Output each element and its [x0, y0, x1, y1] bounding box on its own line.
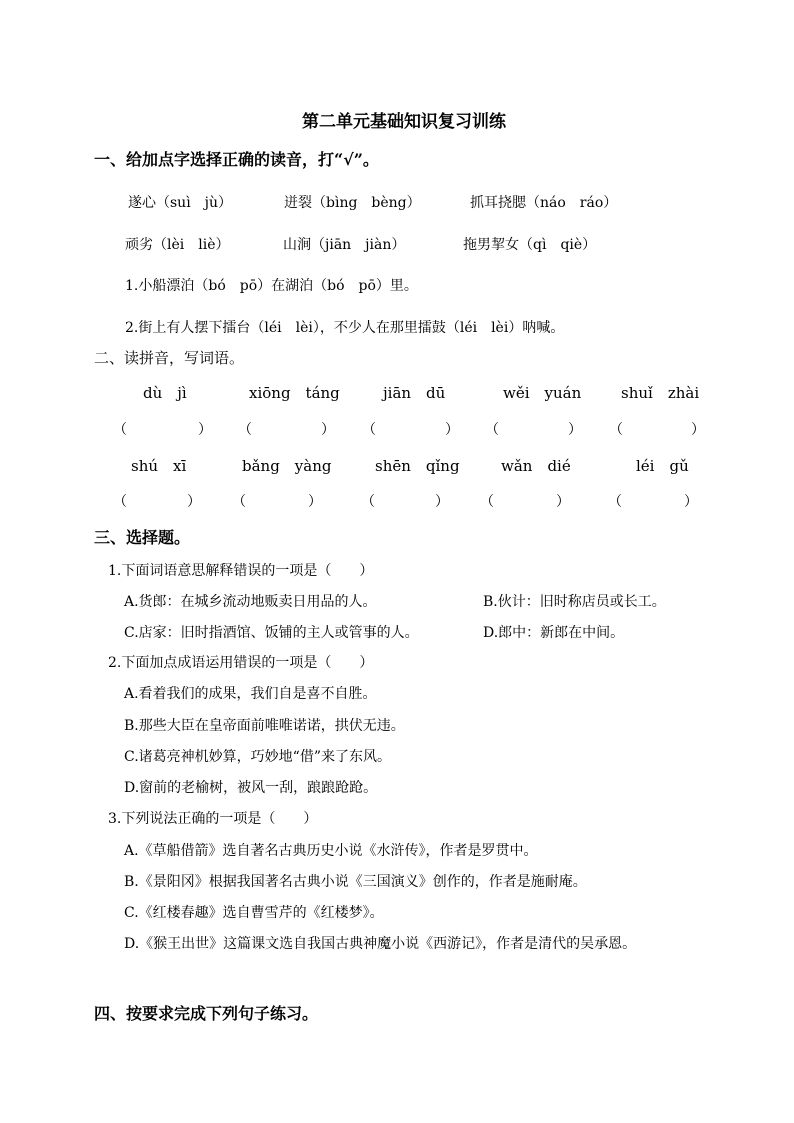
pronunciation-item: 拖男挈女（qì qiè） — [463, 237, 597, 253]
answer-blank-open[interactable]: （ — [361, 494, 375, 510]
answer-blank-open[interactable]: （ — [608, 494, 622, 510]
option-d[interactable]: D.窗前的老榆树，被风一刮，踉踉跄跄。 — [124, 780, 378, 796]
answer-blank-open[interactable]: （ — [485, 422, 499, 438]
pronunciation-item: 山涧（jiān jiàn） — [283, 237, 406, 253]
option-d[interactable]: D.郎中：新郎在中间。 — [483, 625, 625, 641]
section1-heading: 一、给加点字选择正确的读音，打“√”。 — [94, 150, 379, 169]
pronunciation-item: 顽劣（lèi liè） — [125, 237, 230, 253]
answer-blank-open[interactable]: （ — [238, 422, 252, 438]
answer-blank-open[interactable]: （ — [232, 494, 246, 510]
answer-blank-open[interactable]: （ — [480, 494, 494, 510]
answer-blank-close: ） — [691, 422, 705, 438]
pronunciation-sentence-2: 2.街上有人摆下擂台（léi lèi），不少人在那里擂鼓（léi lèi）呐喊。 — [125, 320, 565, 336]
pinyin-word: dù jì — [143, 384, 187, 402]
option-a[interactable]: A.看着我们的成果，我们自是喜不自胜。 — [124, 686, 377, 702]
answer-blank-close: ） — [321, 422, 335, 438]
option-a[interactable]: A.货郎：在城乡流动地贩卖日用品的人。 — [124, 594, 377, 610]
option-c[interactable]: C.店家：旧时指酒馆、饭铺的主人或管事的人。 — [124, 625, 419, 641]
answer-blank-open[interactable]: （ — [362, 422, 376, 438]
pinyin-word: wǎn dié — [501, 457, 571, 475]
page-title: 第二单元基础知识复习训练 — [302, 112, 506, 132]
pinyin-word: xiōng táng — [249, 384, 340, 402]
answer-blank-close: ） — [435, 494, 449, 510]
section4-heading: 四、按要求完成下列句子练习。 — [94, 1004, 319, 1023]
pronunciation-sentence-1: 1.小船漂泊（bó pō）在湖泊（bó pō）里。 — [125, 278, 418, 294]
question-stem: 1.下面词语意思解释错误的一项是（ ） — [108, 563, 374, 579]
answer-blank-close: ） — [556, 494, 570, 510]
option-b[interactable]: B.伙计：旧时称店员或长工。 — [483, 594, 666, 610]
answer-blank-close: ） — [308, 494, 322, 510]
pronunciation-item: 抓耳挠腮（náo ráo） — [470, 195, 618, 211]
option-c[interactable]: C.《红楼春趣》选自曹雪芹的《红楼梦》。 — [124, 905, 384, 921]
pronunciation-item: 遂心（suì jù） — [128, 195, 233, 211]
question-stem: 3.下列说法正确的一项是（ ） — [108, 811, 318, 827]
pinyin-word: shú xī — [131, 457, 187, 475]
pinyin-word: shuǐ zhài — [621, 384, 700, 402]
pinyin-word: bǎng yàng — [242, 457, 332, 475]
pinyin-word: wěi yuán — [503, 384, 582, 402]
answer-blank-close: ） — [187, 494, 201, 510]
pronunciation-item: 迸裂（bìng bèng） — [284, 195, 421, 211]
section3-heading: 三、选择题。 — [94, 528, 191, 547]
pinyin-word: léi gǔ — [636, 457, 689, 475]
option-c[interactable]: C.诸葛亮神机妙算，巧妙地“借”来了东风。 — [124, 749, 391, 765]
answer-blank-close: ） — [684, 494, 698, 510]
option-a[interactable]: A.《草船借箭》选自著名古典历史小说《水浒传》，作者是罗贯中。 — [124, 843, 538, 859]
section2-heading: 二、读拼音，写词语。 — [94, 349, 245, 367]
option-d[interactable]: D.《猴王出世》这篇课文选自我国古典神魔小说《西游记》，作者是清代的吴承恩。 — [124, 936, 637, 952]
option-b[interactable]: B.《景阳冈》根据我国著名古典小说《三国演义》创作的，作者是施耐庵。 — [124, 874, 587, 890]
answer-blank-open[interactable]: （ — [113, 494, 127, 510]
pinyin-word: jiān dū — [383, 384, 446, 402]
answer-blank-open[interactable]: （ — [113, 422, 127, 438]
answer-blank-close: ） — [568, 422, 582, 438]
answer-blank-open[interactable]: （ — [609, 422, 623, 438]
answer-blank-close: ） — [198, 422, 212, 438]
question-stem: 2.下面加点成语运用错误的一项是（ ） — [108, 655, 374, 671]
answer-blank-close: ） — [445, 422, 459, 438]
pinyin-word: shēn qǐng — [375, 457, 460, 475]
option-b[interactable]: B.那些大臣在皇帝面前唯唯诺诺，拱伏无违。 — [124, 718, 405, 734]
